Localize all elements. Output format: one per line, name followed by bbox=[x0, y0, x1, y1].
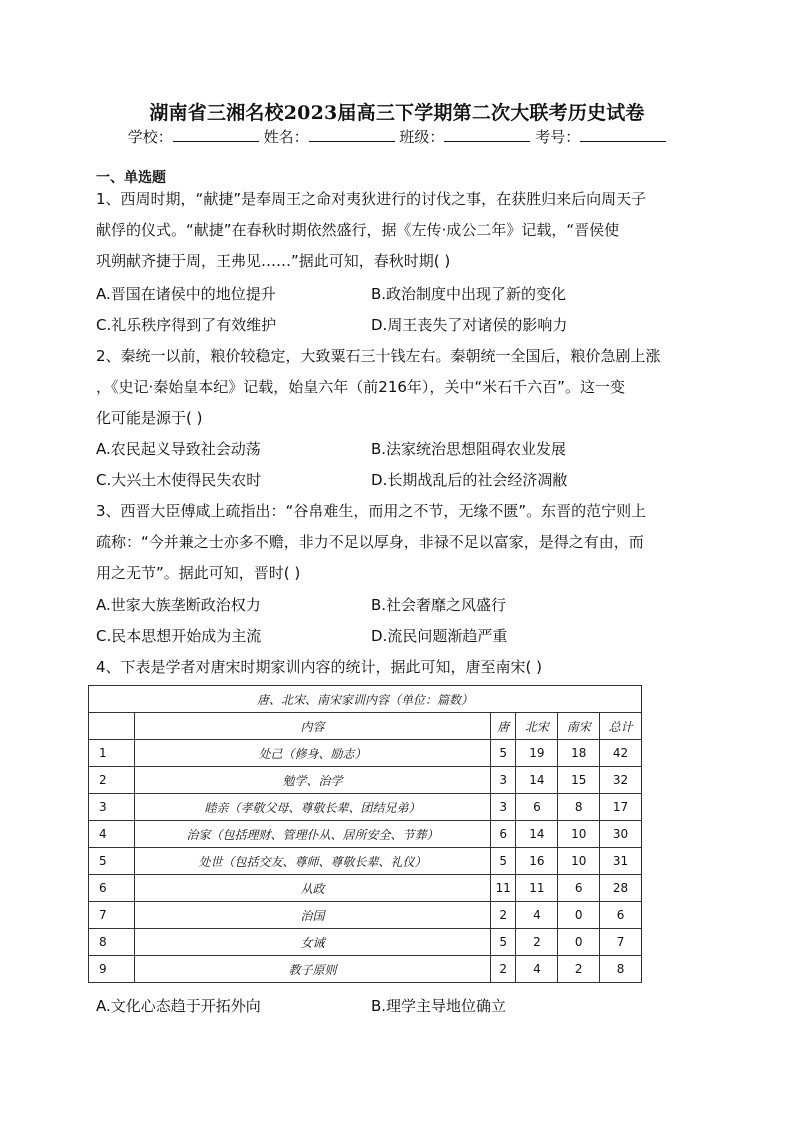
row-southern-song: 18 bbox=[558, 740, 600, 767]
name-blank[interactable] bbox=[309, 127, 395, 142]
q1-option-b[interactable]: B.政治制度中出现了新的变化 bbox=[371, 285, 567, 303]
row-content: 勉学、治学 bbox=[134, 767, 490, 794]
q2-option-d[interactable]: D.长期战乱后的社会经济凋敝 bbox=[371, 471, 568, 489]
row-tang: 5 bbox=[490, 929, 516, 956]
row-index: 7 bbox=[89, 902, 135, 929]
q4-line-1: 4、下表是学者对唐宋时期家训内容的统计，据此可知，唐至南宋( ) bbox=[96, 658, 543, 676]
row-content: 睦亲（孝敬父母、尊敬长辈、团结兄弟） bbox=[134, 794, 490, 821]
row-content: 女诫 bbox=[134, 929, 490, 956]
row-southern-song: 10 bbox=[558, 821, 600, 848]
row-content: 处己（修身、励志） bbox=[134, 740, 490, 767]
row-total: 32 bbox=[600, 767, 642, 794]
q3-option-a[interactable]: A.世家大族垄断政治权力 bbox=[96, 596, 261, 614]
row-total: 42 bbox=[600, 740, 642, 767]
row-tang: 11 bbox=[490, 875, 516, 902]
q3-line-2: 疏称：“今并兼之士亦多不赡，非力不足以厚身，非禄不足以富家，是得之有由，而 bbox=[96, 533, 644, 551]
row-index: 4 bbox=[89, 821, 135, 848]
row-total: 7 bbox=[600, 929, 642, 956]
header-tang: 唐 bbox=[490, 713, 516, 740]
table-row bbox=[89, 956, 642, 983]
table-header-row bbox=[89, 713, 642, 740]
row-index: 6 bbox=[89, 875, 135, 902]
row-southern-song: 2 bbox=[558, 956, 600, 983]
header-southern-song: 南宋 bbox=[558, 713, 600, 740]
row-total: 17 bbox=[600, 794, 642, 821]
q1-line-2: 献俘的仪式。“献捷”在春秋时期依然盛行，据《左传·成公二年》记载，“晋侯使 bbox=[96, 221, 620, 239]
header-index bbox=[89, 713, 135, 740]
row-total: 28 bbox=[600, 875, 642, 902]
row-total: 31 bbox=[600, 848, 642, 875]
row-tang: 2 bbox=[490, 956, 516, 983]
q1-option-c[interactable]: C.礼乐秩序得到了有效维护 bbox=[96, 316, 277, 334]
q3-line-3: 用之无节”。据此可知，晋时( ) bbox=[96, 564, 301, 582]
table-caption: 唐、北宋、南宋家训内容（单位：篇数） bbox=[89, 686, 642, 713]
row-northern-song: 4 bbox=[516, 902, 558, 929]
table-row bbox=[89, 767, 642, 794]
table-row bbox=[89, 740, 642, 767]
row-content: 处世（包括交友、尊师、尊敬长辈、礼仪） bbox=[134, 848, 490, 875]
row-index: 5 bbox=[89, 848, 135, 875]
row-total: 8 bbox=[600, 956, 642, 983]
table-row bbox=[89, 902, 642, 929]
q3-option-c[interactable]: C.民本思想开始成为主流 bbox=[96, 627, 262, 645]
q2-option-c[interactable]: C.大兴土木使得民失农时 bbox=[96, 471, 262, 489]
q1-option-d[interactable]: D.周王丧失了对诸侯的影响力 bbox=[371, 316, 568, 334]
row-northern-song: 2 bbox=[516, 929, 558, 956]
q3-option-b[interactable]: B.社会奢靡之风盛行 bbox=[371, 596, 507, 614]
row-tang: 5 bbox=[490, 848, 516, 875]
row-index: 1 bbox=[89, 740, 135, 767]
row-tang: 3 bbox=[490, 794, 516, 821]
row-index: 3 bbox=[89, 794, 135, 821]
q1-line-3: 巩朔献齐捷于周，王弗见……”据此可知，春秋时期( ) bbox=[96, 252, 451, 270]
row-northern-song: 6 bbox=[516, 794, 558, 821]
row-northern-song: 16 bbox=[516, 848, 558, 875]
row-index: 9 bbox=[89, 956, 135, 983]
q2-option-b[interactable]: B.法家统治思想阻碍农业发展 bbox=[371, 440, 567, 458]
class-blank[interactable] bbox=[444, 127, 530, 142]
q1-line-1: 1、西周时期，“献捷”是奉周王之命对夷狄进行的讨伐之事，在获胜归来后向周天子 bbox=[96, 190, 647, 208]
q2-line-3: 化可能是源于( ) bbox=[96, 409, 203, 427]
exam-no-blank[interactable] bbox=[580, 127, 666, 142]
q2-line-1: 2、秦统一以前，粮价较稳定，大致粟石三十钱左右。秦朝统一全国后，粮价急剧上涨 bbox=[96, 347, 661, 365]
table-row bbox=[89, 821, 642, 848]
table-caption-row bbox=[89, 686, 642, 713]
exam-title: 湖南省三湘名校2023届高三下学期第二次大联考历史试卷 bbox=[149, 102, 645, 124]
row-content: 治家（包括理财、管理仆从、居所安全、节葬） bbox=[134, 821, 490, 848]
table-row bbox=[89, 929, 642, 956]
q4-option-a[interactable]: A.文化心态趋于开拓外向 bbox=[96, 997, 261, 1015]
q3-option-d[interactable]: D.流民问题渐趋严重 bbox=[371, 627, 508, 645]
class-label: 班级： bbox=[399, 128, 445, 146]
row-tang: 2 bbox=[490, 902, 516, 929]
school-label: 学校： bbox=[127, 128, 173, 146]
row-northern-song: 19 bbox=[516, 740, 558, 767]
q1-option-a[interactable]: A.晋国在诸侯中的地位提升 bbox=[96, 285, 276, 303]
row-content: 治国 bbox=[134, 902, 490, 929]
row-total: 6 bbox=[600, 902, 642, 929]
header-northern-song: 北宋 bbox=[516, 713, 558, 740]
q4-option-b[interactable]: B.理学主导地位确立 bbox=[371, 997, 507, 1015]
row-southern-song: 10 bbox=[558, 848, 600, 875]
row-tang: 5 bbox=[490, 740, 516, 767]
student-info-line bbox=[0, 126, 794, 147]
header-content: 内容 bbox=[134, 713, 490, 740]
section-heading: 一、单选题 bbox=[96, 170, 166, 186]
family-instruction-table bbox=[88, 685, 642, 983]
row-index: 2 bbox=[89, 767, 135, 794]
table-row bbox=[89, 848, 642, 875]
row-index: 8 bbox=[89, 929, 135, 956]
row-northern-song: 4 bbox=[516, 956, 558, 983]
row-tang: 3 bbox=[490, 767, 516, 794]
header-total: 总计 bbox=[600, 713, 642, 740]
q3-line-1: 3、西晋大臣傅咸上疏指出：“谷帛难生，而用之不节，无缘不匮”。东晋的范宁则上 bbox=[96, 502, 647, 520]
row-southern-song: 8 bbox=[558, 794, 600, 821]
row-northern-song: 14 bbox=[516, 821, 558, 848]
name-label: 姓名： bbox=[263, 128, 309, 146]
q2-line-2: ，《史记·秦始皇本纪》记载，始皇六年（前216年），关中“米石千六百”。这一变 bbox=[96, 378, 625, 396]
row-northern-song: 14 bbox=[516, 767, 558, 794]
row-total: 30 bbox=[600, 821, 642, 848]
school-blank[interactable] bbox=[173, 127, 259, 142]
exam-no-label: 考号： bbox=[535, 128, 581, 146]
row-content: 教子原则 bbox=[134, 956, 490, 983]
row-tang: 6 bbox=[490, 821, 516, 848]
row-southern-song: 15 bbox=[558, 767, 600, 794]
row-southern-song: 0 bbox=[558, 902, 600, 929]
row-southern-song: 6 bbox=[558, 875, 600, 902]
table-row bbox=[89, 794, 642, 821]
row-content: 从政 bbox=[134, 875, 490, 902]
table-row bbox=[89, 875, 642, 902]
row-southern-song: 0 bbox=[558, 929, 600, 956]
q2-option-a[interactable]: A.农民起义导致社会动荡 bbox=[96, 440, 261, 458]
row-northern-song: 11 bbox=[516, 875, 558, 902]
